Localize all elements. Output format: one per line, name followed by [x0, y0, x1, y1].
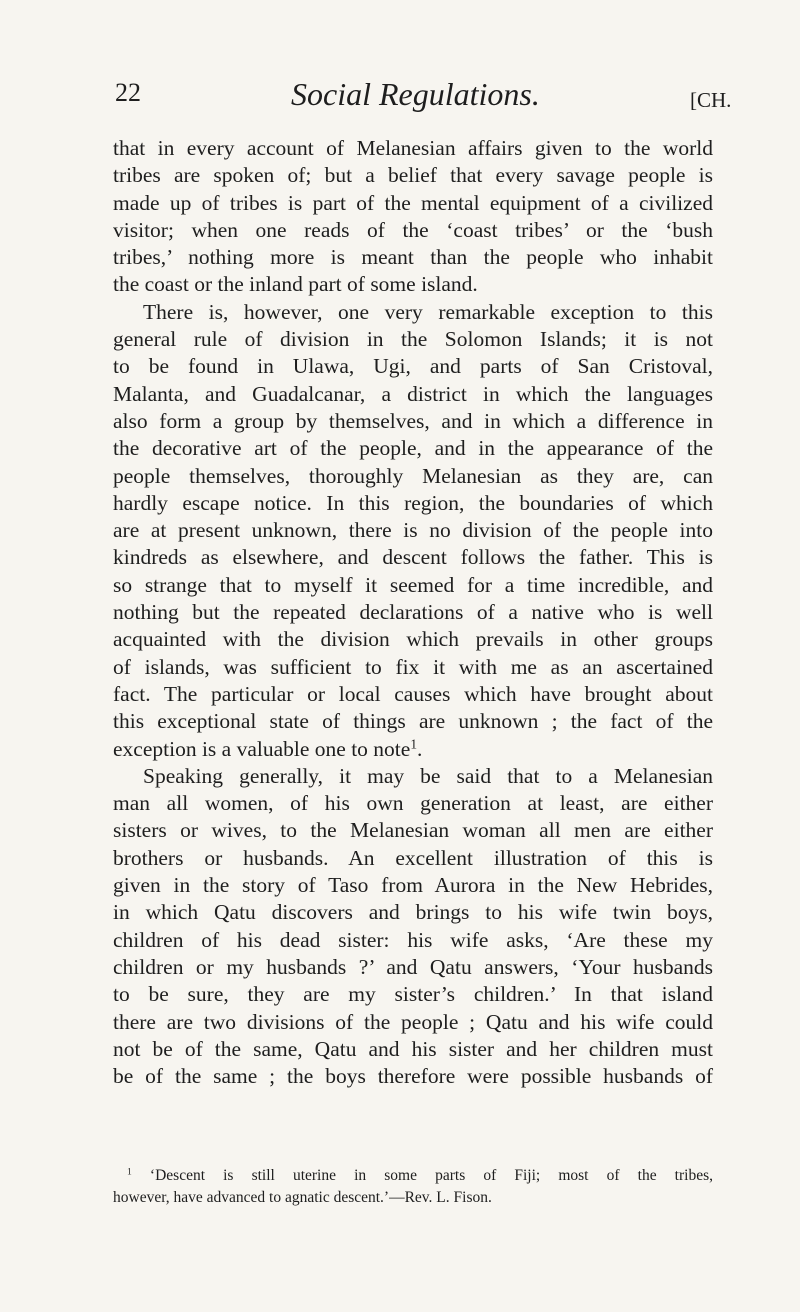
- text-line: man all women, of his own generation at least, are either: [113, 791, 713, 816]
- text-line: children of his dead sister: his wife asks, ‘Are these my: [113, 927, 713, 952]
- page-header: [0, 78, 800, 118]
- text-line: given in the story of Taso from Aurora in the New Hebrides,: [113, 873, 713, 898]
- footnote-text: ‘Descent is still uterine in some parts of Fiji; most of the tribes,: [149, 1167, 713, 1184]
- text-line: tribes,’ nothing more is meant than the people who inhabit: [113, 245, 713, 270]
- text-line: kindreds as elsewhere, and descent follows the father. This is: [113, 545, 713, 570]
- text-line: sisters or wives, to the Melanesian woman all men are either: [113, 818, 713, 843]
- text-line: acquainted with the division which prevails in other groups: [113, 627, 713, 652]
- text-line: in which Qatu discovers and brings to his wife twin boys,: [113, 900, 713, 925]
- text-line: tribes are spoken of; but a belief that every savage people is: [113, 163, 713, 188]
- text-line: made up of tribes is part of the mental equipment of a civilized: [113, 190, 713, 215]
- text-line: Malanta, and Guadalcanar, a district in which the languages: [113, 381, 713, 406]
- text-line-with-footnote-ref: [113, 736, 713, 763]
- text-line: to be found in Ulawa, Ugi, and parts of San Cristoval,: [113, 354, 713, 379]
- text-line: of islands, was sufficient to fix it with me as an ascertained: [113, 654, 713, 679]
- footnote-line: however, have advanced to agnatic descent.’—Rev. L. Fison.: [113, 1189, 492, 1206]
- chapter-mark: [CH.: [690, 88, 732, 112]
- text-line: general rule of division in the Solomon Islands; it is not: [113, 327, 713, 352]
- footnote-line: [113, 1165, 713, 1187]
- body-text: [113, 135, 713, 1090]
- text-line: to be sure, they are my sister’s children.’ In that island: [113, 982, 713, 1007]
- sentence-end: .: [417, 736, 423, 761]
- text-line: hardly escape notice. In this region, the boundaries of which: [113, 490, 713, 515]
- text-line: also form a group by themselves, and in which a difference in: [113, 408, 713, 433]
- text-line: visitor; when one reads of the ‘coast tribes’ or the ‘bush: [113, 217, 713, 242]
- footnote-marker: 1: [127, 1166, 132, 1178]
- footnote: [113, 1165, 713, 1209]
- text-line: there are two divisions of the people ; Qatu and his wife could: [113, 1009, 713, 1034]
- running-title: Social Regulations.: [291, 76, 540, 112]
- footnote-reference[interactable]: 1: [410, 736, 417, 752]
- text-line: not be of the same, Qatu and his sister and her children must: [113, 1036, 713, 1061]
- text-line: the decorative art of the people, and in the appearance of the: [113, 436, 713, 461]
- text-line: be of the same ; the boys therefore were possible husbands of: [113, 1064, 713, 1089]
- text-line: that in every account of Melanesian affairs given to the world: [113, 136, 713, 160]
- page-number: 22: [115, 78, 141, 107]
- text-line: exception is a valuable one to note: [113, 736, 411, 761]
- text-line: nothing but the repeated declarations of a native who is well: [113, 600, 713, 625]
- text-line: fact. The particular or local causes which have brought about: [113, 681, 713, 706]
- text-line: the coast or the inland part of some island.: [113, 272, 478, 297]
- text-line: this exceptional state of things are unknown ; the fact of the: [113, 709, 713, 734]
- text-line: so strange that to myself it seemed for a time incredible, and: [113, 572, 713, 597]
- text-line: are at present unknown, there is no division of the people into: [113, 518, 713, 543]
- text-line: brothers or husbands. An excellent illustration of this is: [113, 845, 713, 870]
- text-line: children or my husbands ?’ and Qatu answers, ‘Your husbands: [113, 954, 713, 979]
- text-line: people themselves, thoroughly Melanesian as they are, can: [113, 463, 713, 488]
- text-line: Speaking generally, it may be said that to a Melanesian: [143, 763, 713, 788]
- text-line: There is, however, one very remarkable exception to this: [143, 299, 713, 324]
